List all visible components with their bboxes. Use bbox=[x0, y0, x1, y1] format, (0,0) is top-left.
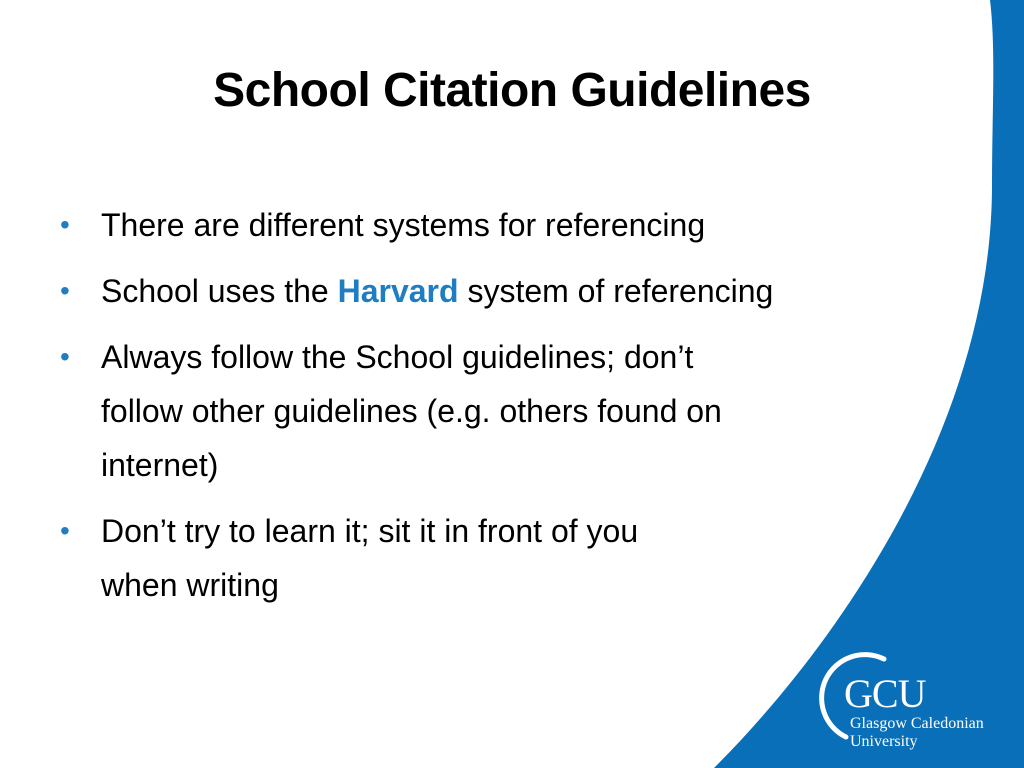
bullet-list bbox=[60, 198, 960, 624]
bullet-text-line: There are different systems for referencing bbox=[101, 207, 706, 243]
logo-name-line2: University bbox=[850, 733, 918, 750]
logo-name-line1: Glasgow Caledonian bbox=[850, 715, 984, 732]
slide-title: School Citation Guidelines bbox=[213, 64, 811, 117]
gcu-logo bbox=[810, 643, 1010, 753]
bullet-dot: • bbox=[60, 275, 70, 306]
bullet-text-line: Always follow the School guidelines; don’t bbox=[101, 339, 694, 375]
bullet-item bbox=[60, 264, 960, 318]
bullet-dot: • bbox=[60, 209, 70, 240]
bullet-text-line: Don’t try to learn it; sit it in front of you bbox=[101, 513, 639, 549]
bullet-text-before: School uses the bbox=[101, 273, 338, 309]
bullet-text-line: internet) bbox=[101, 447, 219, 483]
bullet-text-after: system of referencing bbox=[458, 273, 774, 309]
logo-abbr: GCU bbox=[844, 671, 926, 716]
bullet-item bbox=[60, 504, 960, 612]
bullet-dot: • bbox=[60, 515, 70, 546]
harvard-highlight: Harvard bbox=[337, 273, 459, 309]
bullet-text-line: follow other guidelines (e.g. others found on bbox=[101, 393, 722, 429]
bullet-item bbox=[60, 198, 960, 252]
bullet-dot: • bbox=[60, 341, 70, 372]
bullet-text-line: when writing bbox=[101, 567, 279, 603]
bullet-item bbox=[60, 330, 960, 492]
